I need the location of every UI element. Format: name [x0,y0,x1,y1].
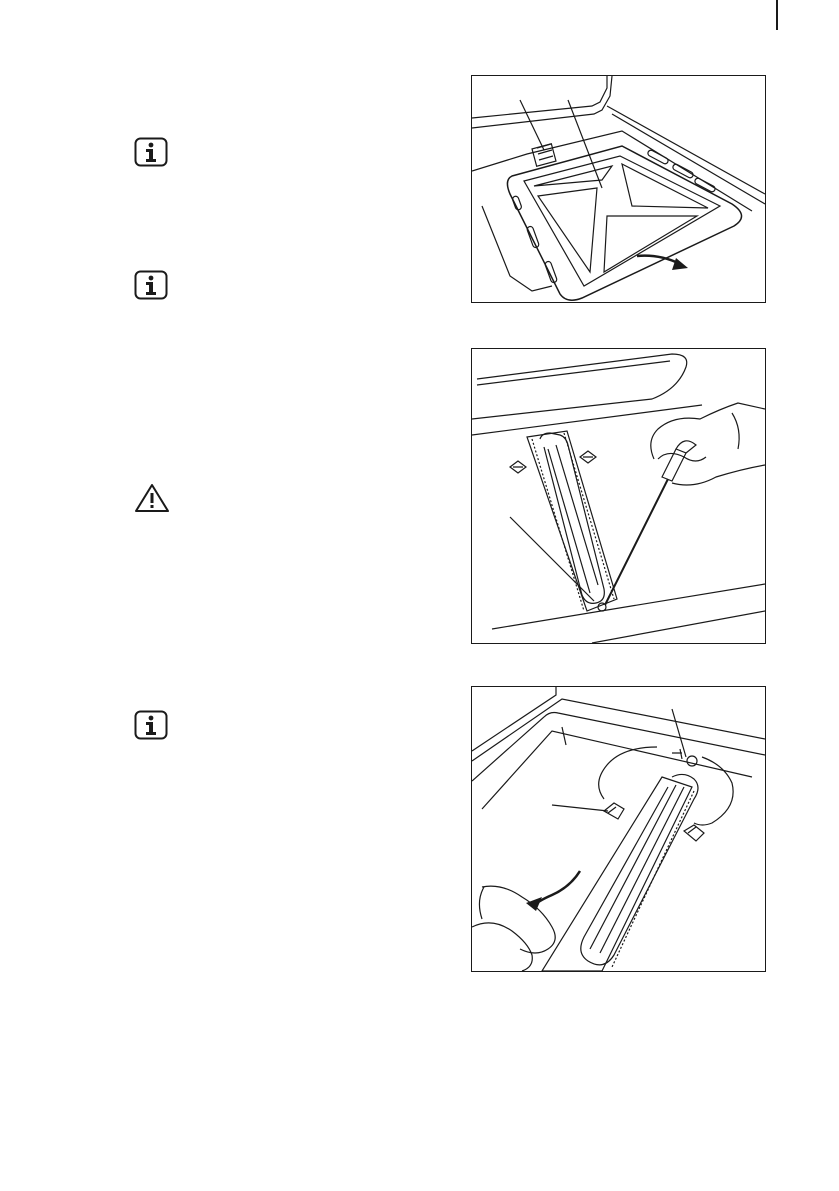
figure-pull-out-heating-element [471,686,766,972]
page-edge-mark [776,0,778,30]
info-icon [134,710,168,740]
info-icon [134,270,168,300]
warning-icon [134,483,170,513]
figure-remove-oven-floor [471,75,766,303]
info-icon [134,137,168,167]
figure-unscrew-heating-element [471,348,766,644]
